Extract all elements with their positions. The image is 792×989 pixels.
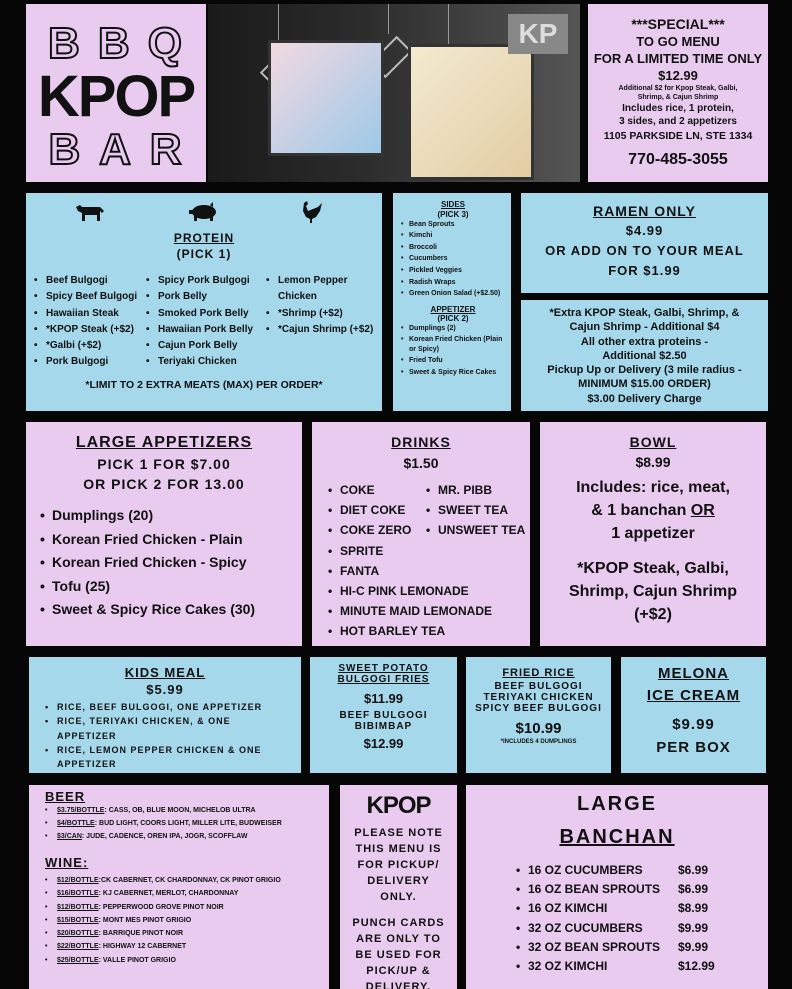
large-appetizers-list: • Dumplings (20) • Korean Fried Chicken - Plain • Korean Fried Chicken - Spicy • Tofu (25) • Sweet & Spicy Rice Cakes (30)	[40, 504, 302, 622]
protein-list-3: • Lemon Pepper Chicken • *Shrimp (+$2) • *Cajun Shrimp (+$2)	[266, 273, 378, 338]
beer-list: • $3.75/BOTTLE: CASS, OB, BLUE MOON, MICHELOB ULTRA • $4/BOTTLE: BUD LIGHT, COORS LIGHT, MILLER LITE, BUDWEISER • $3/CAN: JUDE, CADENCE, OREN IPA, JOGR, SCOFFLAW	[45, 804, 329, 843]
drinks-list-2: • MR. PIBB • SWEET TEA • UNSWEET TEA	[426, 480, 525, 541]
fried-rice-panel: FRIED RICE BEEF BULGOGI TERIYAKI CHICKEN SPICY BEEF BULGOGI $10.99 *INCLUDES 4 DUMPLINGS	[466, 657, 611, 773]
kids-meal-list: • RICE, BEEF BULGOGI, ONE APPETIZER • RICE, TERIYAKI CHICKEN, & ONE APPETIZER • RICE, LEMON PEPPER CHICKEN & ONE APPETIZER	[45, 700, 293, 771]
banchan-list: • 16 OZ CUCUMBERS $6.99 • 16 OZ BEAN SPROUTS $6.99 • 16 OZ KIMCHI $8.99 • 32 OZ CUCUMBERS $9.99 • 32 OZ BEAN SPROUTS $9.99 • 32 OZ KIMCHI $12.99	[516, 861, 726, 976]
logo-bbq: B B Q	[48, 19, 184, 68]
logo-panel	[26, 4, 206, 182]
cow-icon	[74, 201, 106, 229]
large-banchan-panel: LARGE BANCHAN • 16 OZ CUCUMBERS $6.99 • 16 OZ BEAN SPROUTS $6.99 • 16 OZ KIMCHI $8.99 • 32 OZ CUCUMBERS $9.99 • 32 OZ BEAN SPROUTS $9.99 • 32 OZ KIMCHI $12.99	[466, 785, 768, 989]
beer-title: BEER	[45, 789, 86, 804]
pop-art-frame-left	[268, 40, 384, 156]
restaurant-photo	[208, 4, 580, 182]
sides-list: • Bean Sprouts • Kimchi • Broccoli • Cucumbers • Pickled Veggies • Radish Wraps • Green Onion Salad (+$2.50)	[401, 219, 505, 300]
pig-icon	[188, 201, 220, 229]
appetizer-list: • Dumplings (2) • Korean Fried Chicken (Plain or Spicy) • Fried Tofu • Sweet & Spicy Rice Cakes	[401, 323, 505, 378]
logo-bar: B A R	[48, 125, 184, 174]
ramen-panel: RAMEN ONLY $4.99 OR ADD ON TO YOUR MEAL FOR $1.99	[521, 193, 768, 293]
chicken-icon	[298, 201, 324, 231]
drinks-title: DRINKS	[391, 434, 451, 450]
note-panel: KPOP PLEASE NOTE THIS MENU IS FOR PICKUP/ DELIVERY ONLY. PUNCH CARDS ARE ONLY TO BE USED FOR PICK/UP & DELIVERY.	[340, 785, 457, 989]
drinks-panel: DRINKS $1.50 • COKE • DIET COKE • COKE ZERO • SPRITE • FANTA • HI-C PINK LEMONADE • MINUTE MAID LEMONADE • HOT BARLEY TEA • MR. PIBB • SWEET TEA • UNSWEET TEA	[312, 422, 530, 646]
phone-number: 770-485-3055	[628, 151, 728, 168]
kp-sign-icon: KP	[508, 14, 568, 54]
bowl-title: BOWL	[629, 434, 677, 450]
protein-limit: *LIMIT TO 2 EXTRA MEATS (MAX) PER ORDER*	[85, 379, 323, 391]
ramen-title: RAMEN ONLY	[593, 203, 696, 219]
protein-list-1: • Beef Bulgogi • Spicy Beef Bulgogi • Hawaiian Steak • *KPOP Steak (+$2) • *Galbi (+$2) • Pork Bulgogi	[34, 273, 137, 371]
drinks-list-1: • COKE • DIET COKE • COKE ZERO • SPRITE • FANTA • HI-C PINK LEMONADE • MINUTE MAID LEMONADE • HOT BARLEY TEA	[328, 480, 492, 642]
logo-kpop: KPOP	[37, 64, 195, 129]
sides-panel: SIDES (PICK 3) • Bean Sprouts • Kimchi • Broccoli • Cucumbers • Pickled Veggies • Radish Wraps • Green Onion Salad (+$2.50) APPETIZER (PICK 2) • Dumplings (2) • Korean Fried Chicken (Plain or Spicy) • Fried Tofu • Sweet & Spicy Rice Cakes	[393, 193, 511, 411]
bowl-panel: BOWL $8.99 Includes: rice, meat, & 1 banchan OR 1 appetizer *KPOP Steak, Galbi, Shrimp, Cajun Shrimp (+$2)	[540, 422, 766, 646]
wine-list: • $12/BOTTLE:CK CABERNET, CK CHARDONNAY, CK PINOT GRIGIO • $16/BOTTLE: KJ CABERNET, MERLOT, CHARDONNAY • $12/BOTTLE: PEPPERWOOD GROVE PINOT NOIR • $15/BOTTLE: MONT MES PINOT GRIGIO • $20/BOTTLE: BARRIQUE PINOT NOIR • $22/BOTTLE: HIGHWAY 12 CABERNET • $25/BOTTLE: VALLE PINOT GRIGIO	[45, 874, 329, 967]
protein-panel: PROTEIN (PICK 1) • Beef Bulgogi • Spicy Beef Bulgogi • Hawaiian Steak • *KPOP Steak (+$2) • *Galbi (+$2) • Pork Bulgogi • Spicy Pork Bulgogi • Pork Belly • Smoked Pork Belly • Hawaiian Pork Belly • Cajun Pork Belly • Teriyaki Chicken • Lemon Pepper Chicken • *Shrimp (+$2) • *Cajun Shrimp (+$2) *LIMIT TO 2 EXTRA MEATS (MAX) PER ORDER*	[26, 193, 382, 411]
special-price: $12.99	[658, 68, 698, 83]
protein-list-2: • Spicy Pork Bulgogi • Pork Belly • Smoked Pork Belly • Hawaiian Pork Belly • Cajun Pork Belly • Teriyaki Chicken	[146, 273, 253, 371]
melona-panel: MELONA ICE CREAM $9.99 PER BOX	[621, 657, 766, 773]
large-appetizers-panel: LARGE APPETIZERS PICK 1 FOR $7.00 OR PICK 2 FOR 13.00 • Dumplings (20) • Korean Fried Chicken - Plain • Korean Fried Chicken - Spicy • Tofu (25) • Sweet & Spicy Rice Cakes (30)	[26, 422, 302, 646]
kids-meal-panel: KIDS MEAL $5.99 • RICE, BEEF BULGOGI, ONE APPETIZER • RICE, TERIYAKI CHICKEN, & ONE APPETIZER • RICE, LEMON PEPPER CHICKEN & ONE APPETIZER	[29, 657, 301, 773]
sweet-potato-panel: SWEET POTATO BULGOGI FRIES $11.99 BEEF BULGOGI BIBIMBAP $12.99	[310, 657, 457, 773]
special-title: ***SPECIAL***	[631, 16, 725, 32]
kids-meal-title: KIDS MEAL	[124, 665, 206, 680]
protein-title: PROTEIN	[173, 231, 235, 245]
pop-art-frame-right	[408, 44, 534, 180]
special-panel: ***SPECIAL*** TO GO MENU FOR A LIMITED TIME ONLY $12.99 Additional $2 for Kpop Steak, Galbi, Shrimp, & Cajun Shrimp Includes rice, 1 protein, 3 sides, and 2 appetizers 1105 PARKSIDE LN, STE 1334 770-485-3055	[588, 4, 768, 182]
wine-title: WINE:	[45, 855, 89, 870]
kpop-logo: KPOP	[366, 792, 431, 819]
extra-info-panel: *Extra KPOP Steak, Galbi, Shrimp, & Cajun Shrimp - Additional $4 All other extra proteins - Additional $2.50 Pickup Up or Delivery (3 mile radius - MINIMUM $15.00 ORDER) $3.00 Delivery Charge	[521, 300, 768, 411]
beer-wine-panel	[29, 785, 329, 989]
large-appetizers-title: LARGE APPETIZERS	[75, 434, 253, 451]
